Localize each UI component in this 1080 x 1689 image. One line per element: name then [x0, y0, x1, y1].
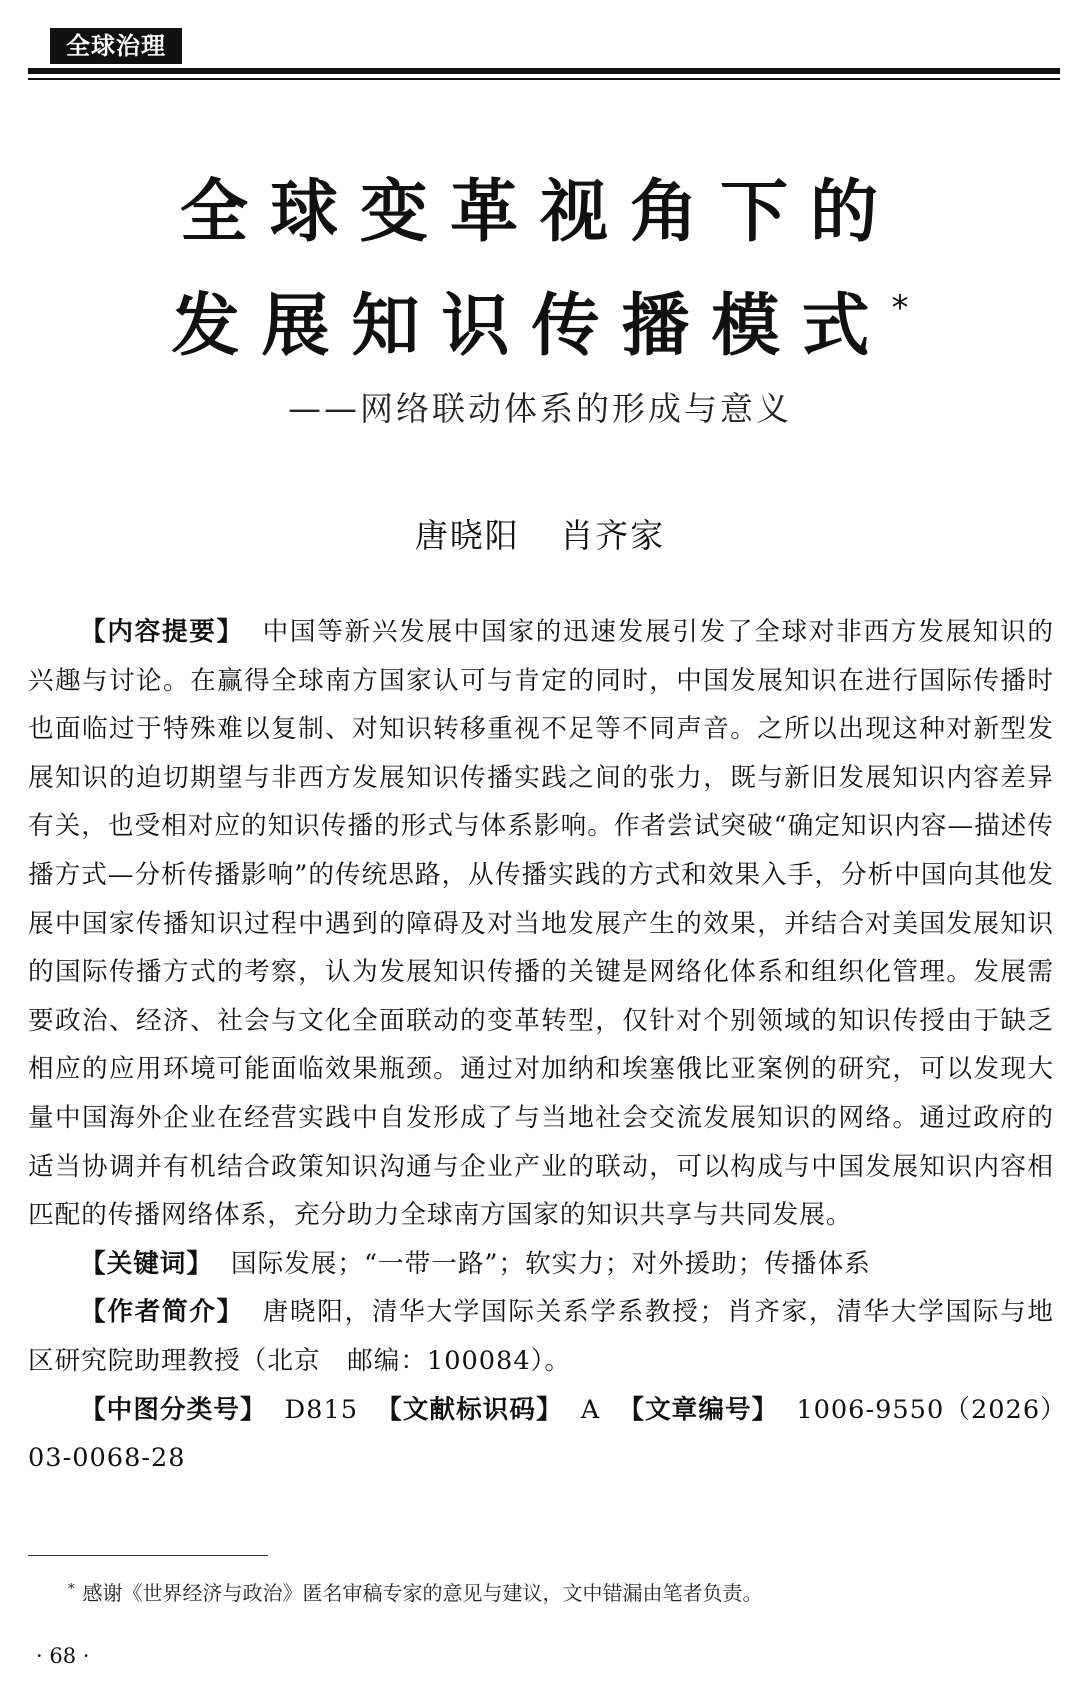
abstract-text: 中国等新兴发展中国家的迅速发展引发了全球对非西方发展知识的兴趣与讨论。在赢得全球南方国家认可与肯定的同时，中国发展知识在进行国际传播时也面临过于特殊难以复制、对知识转移重视不足等不同声音。之所以出现这种对新型发展知识的迫切期望与非西方发展知识传播实践之间的张力，既与新旧发展知识内容差异有关，也受相对应的知识传播的形式与体系影响。作者尝试突破“确定知识内容—描述传播方式—分析传播影响”的传统思路，从传播实践的方式和效果入手，分析中国向其他发展中国家传播知识过程中遇到的障碍及对当地发展产生的效果，并结合对美国发展知识的国际传播方式的考察，认为发展知识传播的关键是网络化体系和组织化管理。发展需要政治、经济、社会与文化全面联动的变革转型，仅针对个别领域的知识传授由于缺乏相应的应用环境可能面临效果瓶颈。通过对加纳和埃塞俄比亚案例的研究，可以发现大量中国海外企业在经营实践中自发形成了与当地社会交流发展知识的网络。通过政府的适当协调并有机结合政策知识沟通与企业产业的联动，可以构成与中国发展知识内容相匹配的传播网络体系，充分助力全球南方国家的知识共享与共同发展。 [28, 617, 1054, 1231]
abstract [28, 608, 1054, 1240]
article-number-label: 【文章编号】 [618, 1394, 779, 1425]
author-intro [28, 1288, 1054, 1385]
keywords-text: 国际发展；“一带一路”；软实力；对外援助；传播体系 [230, 1248, 871, 1279]
author-1: 唐晓阳 [414, 516, 520, 555]
footnote [68, 1577, 763, 1606]
header-rule-thick [28, 68, 1060, 74]
author-2: 肖齐家 [560, 516, 666, 555]
title-line-2-text: 发展知识传播模式 [171, 287, 892, 366]
abstract-block [28, 608, 1054, 1483]
section-tag: 全球治理 [50, 28, 182, 64]
clc-label: 【中图分类号】 [80, 1394, 267, 1425]
title-line-2 [0, 272, 1080, 369]
keywords [28, 1240, 1054, 1289]
doc-code-label: 【文献标识码】 [376, 1394, 563, 1425]
title-footnote-marker[interactable]: * [891, 288, 909, 328]
clc-value: D815 [284, 1394, 359, 1425]
footnote-rule [28, 1555, 268, 1556]
author-intro-text: 唐晓阳，清华大学国际关系学系教授；肖齐家，清华大学国际与地区研究院助理教授（北京 邮编：100084）。 [28, 1297, 1054, 1376]
keywords-label: 【关键词】 [80, 1248, 213, 1279]
author-intro-label: 【作者简介】 [80, 1297, 244, 1328]
doc-code-value: A [580, 1394, 601, 1425]
authors [0, 510, 1080, 557]
subtitle: ——网络联动体系的形成与意义 [288, 389, 792, 428]
page-number: · 68 · [36, 1644, 90, 1668]
title-line-1: 全球变革视角下的 [179, 173, 900, 252]
footnote-marker: * [68, 1582, 75, 1597]
abstract-label: 【内容提要】 [80, 617, 244, 647]
article-number-value: 1006-9550（2026）03-0068-28 [28, 1394, 1054, 1474]
header-rule-thin [28, 78, 1060, 80]
classification [28, 1386, 1054, 1483]
footnote-text: 感谢《世界经济与政治》匿名审稿专家的意见与建议，文中错漏由笔者负责。 [82, 1581, 763, 1605]
